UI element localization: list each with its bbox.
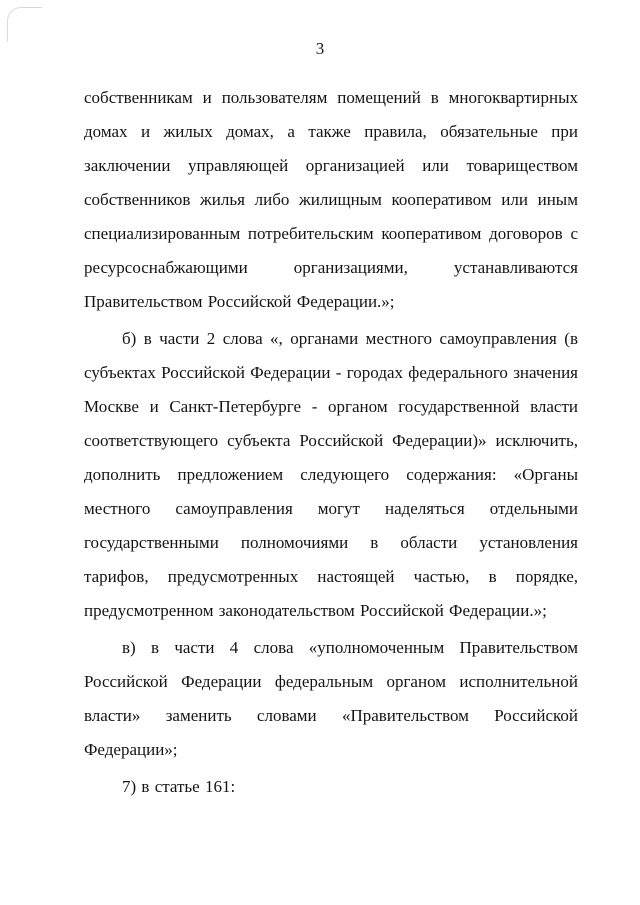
paragraph-item-b: б) в части 2 слова «, органами местного самоуправления (в субъектах Российской Федерации - городах федерального значения Москве и Санкт-Петербурге - органом государственной власти соответствующего субъекта Российской Федерации)» исключить, дополнить предложением следующего содержания: «Органы местного самоуправления могут наделяться отдельными государственными полномочиями в области установления тарифов, предусмотренных настоящей частью, в порядке, предусмотренном законодательством Российской Федерации.»; [84, 329, 578, 620]
paragraph-item-7: 7) в статье 161: [122, 777, 236, 796]
paragraph-continuation: собственникам и пользователям помещений в многоквартирных домах и жилых домах, а также правила, обязательные при заключении управляющей организацией или товариществом собственников жилья либо жилищным кооперативом или иным специализированным потребительским кооперативом договоров с ресурсоснабжающими организациями, устанавливаются Правительством Российской Федерации.»; [84, 88, 578, 311]
page-number: 3 [315, 39, 325, 58]
paragraph-item-v: в) в части 4 слова «уполномоченным Правительством Российской Федерации федеральным органом исполнительной власти» заменить словами «Правительством Российской Федерации»; [84, 638, 578, 759]
document-body [0, 81, 640, 804]
